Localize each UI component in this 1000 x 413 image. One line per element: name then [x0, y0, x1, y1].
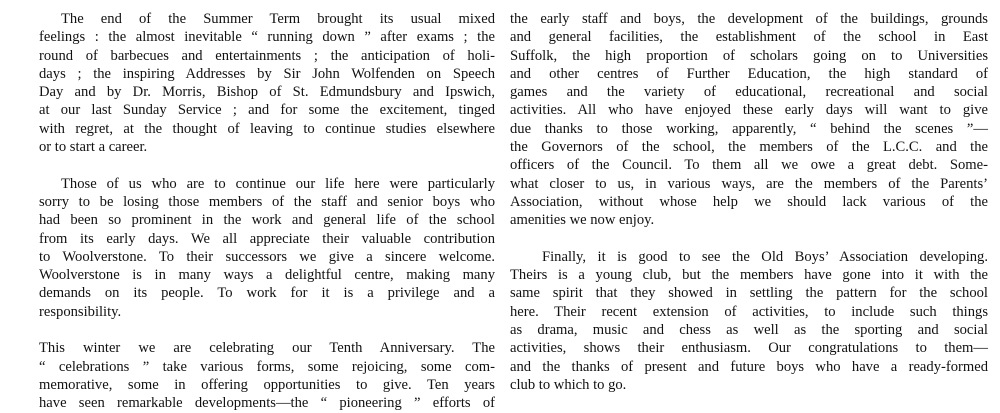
text-line: officers of the Council. To them all we owe a great debt. Some-: [510, 157, 988, 174]
text-line: activities. All who have enjoyed these early days will want to give: [510, 102, 988, 119]
paragraph-tenth-anniversary: [39, 339, 495, 412]
paragraph-gap: [39, 156, 495, 174]
text-line: demands on its people. To work for it is a privilege and a: [39, 285, 495, 302]
text-line: responsibility.: [39, 303, 122, 320]
text-line: feelings : the almost inevitable “ running down ” after exams ; the: [39, 29, 495, 46]
text-line: Those of us who are to continue our life here were particularly: [61, 175, 495, 192]
text-line: Finally, it is good to see the Old Boys’ Association developing.: [542, 248, 988, 265]
text-line: to Woolverstone. To their successors we give a sincere welcome.: [39, 248, 495, 265]
text-line: activities, shows their enthusiasm. Our congratulations to them—: [510, 340, 988, 357]
text-line: memorative, some in offering opportunities to give. Ten years: [39, 376, 495, 393]
text-line: Woolverstone is in many ways a delightful centre, making many: [39, 267, 495, 284]
text-line: Suffolk, the high proportion of scholars going on to Universities: [510, 47, 988, 64]
right-column: [510, 10, 988, 394]
text-line: amenities we now enjoy.: [510, 212, 655, 229]
paragraph-developments: [510, 10, 988, 230]
paragraph-old-boys: [510, 248, 988, 394]
paragraph-summer-term: [39, 10, 495, 156]
paragraph-gap: [510, 230, 988, 248]
text-line: what closer to us, in various ways, are the members of the Parents’: [510, 175, 988, 192]
text-line: due thanks to those working, apparently, “ behind the scenes ”—: [510, 120, 988, 137]
text-line: “ celebrations ” take various forms, some rejoicing, some com-: [39, 358, 495, 375]
text-line: and general facilities, the establishment of the school in East: [510, 29, 988, 46]
text-line: Theirs is a young club, but the members have gone into it with the: [510, 267, 988, 284]
text-line: from its early days. We all appreciate their valuable contribution: [39, 230, 495, 247]
text-line: same spirit that they showed in settling the pattern for the school: [510, 285, 988, 302]
text-line: the Governors of the school, the members of the L.C.C. and the: [510, 139, 988, 156]
text-line: and other centres of Further Education, the high standard of: [510, 65, 988, 82]
paragraph-gap: [39, 321, 495, 339]
text-line: days ; the inspiring Addresses by Sir John Wolfenden on Speech: [39, 65, 495, 82]
text-line: or to start a career.: [39, 139, 148, 156]
left-column: [39, 10, 495, 413]
text-line: This winter we are celebrating our Tenth Anniversary. The: [39, 340, 495, 357]
text-line: games and the variety of educational, recreational and social: [510, 84, 988, 101]
text-line: Day and by Dr. Morris, Bishop of St. Edmundsbury and Ipswich,: [39, 84, 495, 101]
text-line: as drama, music and chess as well as the sporting and social: [510, 322, 988, 339]
text-line: and the thanks of present and future boys who have a ready-formed: [510, 358, 988, 375]
text-line: the early staff and boys, the development of the buildings, grounds: [510, 11, 988, 27]
text-line: round of barbecues and entertainments ; the anticipation of holi-: [39, 47, 495, 64]
text-line: sorry to be losing those members of the staff and senior boys who: [39, 193, 495, 210]
text-line: at our last Sunday Service ; and for some the excitement, tinged: [39, 102, 495, 119]
paragraph-staff-farewell: [39, 175, 495, 321]
text-line: had been so prominent in the work and general life of the school: [39, 212, 495, 229]
text-line: club to which to go.: [510, 376, 627, 393]
text-line: with regret, at the thought of leaving to continue studies elsewhere: [39, 120, 495, 137]
text-line: here. Their recent extension of activities, to include such things: [510, 303, 988, 320]
text-line: Association, without whose help we should lack various of the: [510, 193, 988, 210]
text-line: The end of the Summer Term brought its usual mixed: [61, 11, 495, 27]
text-line: have seen remarkable developments—the “ pioneering ” efforts of: [39, 395, 495, 412]
